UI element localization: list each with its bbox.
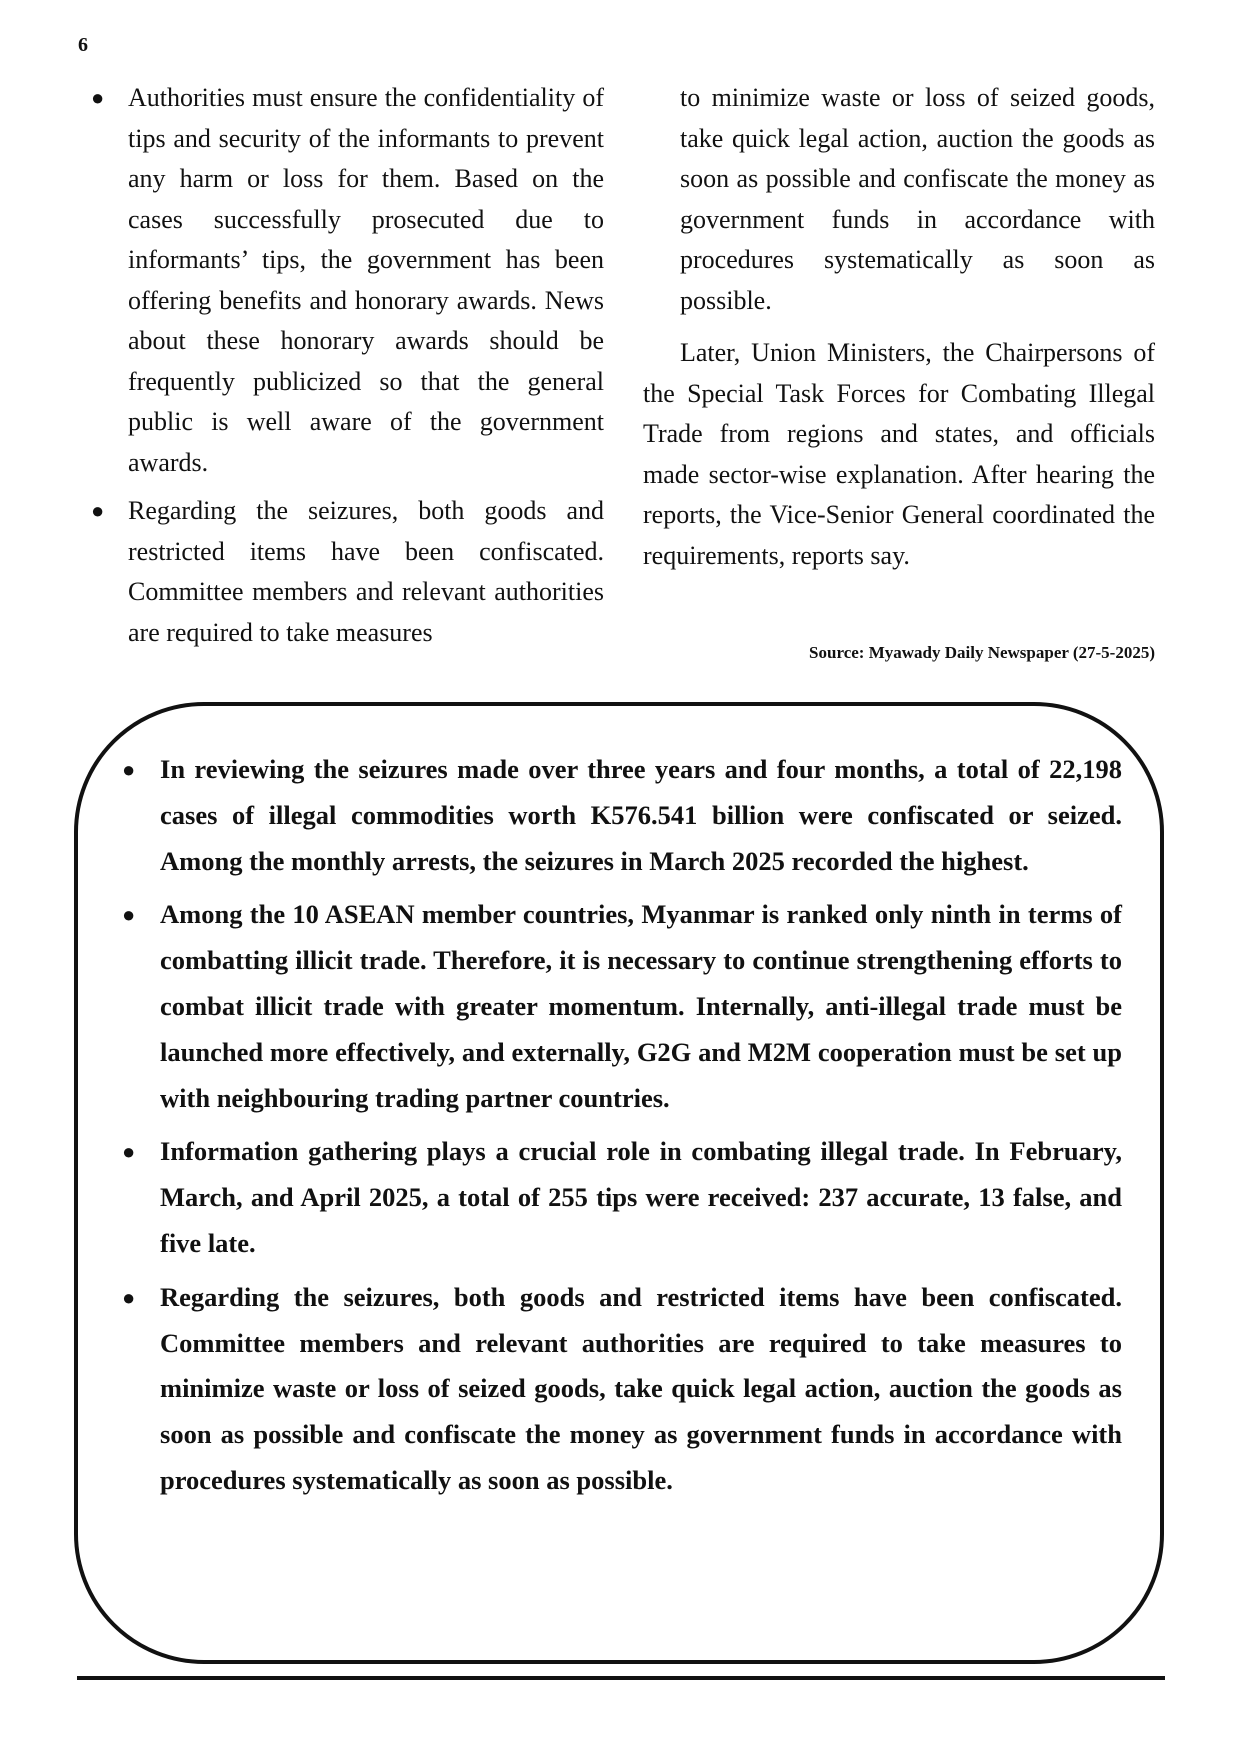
bullet-icon: ●	[122, 1139, 136, 1165]
right-column	[643, 78, 1155, 662]
bullet-icon: ●	[122, 1284, 136, 1310]
bullet-text: Regarding the seizures, both goods and restricted items have been confiscated. Committee members and relevant authorities are required to take measures to minimize waste or loss of seized goods, take quick legal action, auction the goods as soon as possible and confiscate the money as government funds in accordance with procedures systematically as soon as possible.	[160, 1281, 1122, 1495]
source-citation: Source: Myawady Daily Newspaper (27-5-2025)	[809, 643, 1155, 662]
list-item	[122, 747, 1122, 884]
bullet-icon: ●	[91, 85, 105, 110]
bullet-text: Information gathering plays a crucial role in combating illegal trade. In February, March, and April 2025, a total of 255 tips were received: 237 accurate, 13 false, and five late.	[160, 1136, 1122, 1258]
list-item	[122, 1275, 1122, 1504]
bullet-icon: ●	[122, 757, 136, 782]
list-item	[122, 1129, 1122, 1266]
bullet-text: In reviewing the seizures made over three years and four months, a total of 22,198 cases of illegal commodities worth K576.541 billion were confiscated or seized. Among the monthly arrests, the seizures in March 2025 recorded the highest.	[160, 754, 1122, 876]
bullet-text: Authorities must ensure the confidentiality of tips and security of the informants to prevent any harm or loss for them. Based on the cases successfully prosecuted due to informants’ tips, the government has been offering benefits and honorary awards. News about these honorary awards should be frequently publicized so that the general public is well aware of the government awards.	[128, 83, 604, 477]
list-item	[82, 78, 604, 483]
bottom-divider	[77, 1676, 1165, 1680]
left-bullet-list	[82, 78, 604, 653]
bullet-text: Among the 10 ASEAN member countries, Myanmar is ranked only ninth in terms of combatting illicit trade. Therefore, it is necessary to continue strengthening efforts to combat illicit trade with greater momentum. Internally, anti-illegal trade must be launched more effectively, and externally, G2G and M2M cooperation must be set up with neighbouring trading partner countries.	[160, 899, 1122, 1113]
left-column	[82, 78, 604, 661]
bullet-icon: ●	[91, 498, 105, 523]
list-item	[82, 491, 604, 653]
body-paragraph: Later, Union Ministers, the Chairpersons of the Special Task Forces for Combating Illegal Trade from regions and states, and officials made sector-wise explanation. After hearing the reports, the Vice-Senior General coordinated the requirements, reports say.	[643, 338, 1155, 570]
highlight-box	[74, 702, 1164, 1664]
bullet-text: Regarding the seizures, both goods and restricted items have been confiscated. Committee members and relevant authorities are required to take measures	[128, 496, 604, 647]
page-number: 6	[78, 34, 88, 56]
list-item	[122, 892, 1122, 1121]
bullet-icon: ●	[122, 902, 136, 928]
highlight-bullet-list	[122, 747, 1122, 1512]
continuation-text: to minimize waste or loss of seized goods, take quick legal action, auction the goods as soon as possible and confiscate the money as government funds in accordance with procedures systematically as soon as possible.	[680, 83, 1155, 315]
